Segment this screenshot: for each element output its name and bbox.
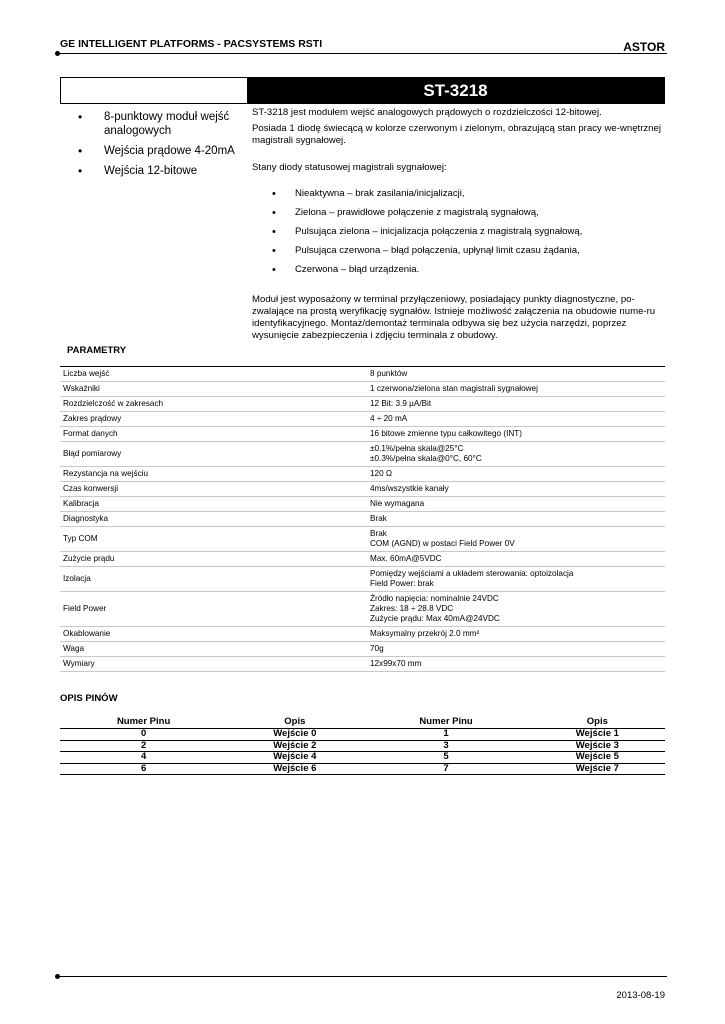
parameter-value-line: Maksymalny przekrój 2.0 mm² <box>370 629 480 638</box>
parameter-value-line: Max. 60mA@5VDC <box>370 554 442 563</box>
led-state-item: • Zielona – prawidłowe połączenie z magistralą sygnałową, <box>252 207 664 219</box>
feature-item: • Wejścia 12-bitowe <box>78 164 243 178</box>
description-paragraph: Posiada 1 diodę świecącą w kolorze czerwonym i zielonym, obrazującą stan pracy we-wnętrznej magistrali sygnałowej. <box>252 123 661 146</box>
pins-column-header: Numer Pinu <box>362 716 529 729</box>
parameter-value <box>367 442 665 467</box>
parameter-value-line: Field Power: brak <box>370 579 434 588</box>
pin-description: Wejście 1 <box>530 729 665 741</box>
parameter-value-line: Nie wymagana <box>370 499 425 508</box>
pin-description: Wejście 5 <box>530 752 665 764</box>
parameter-row <box>60 527 665 552</box>
pins-column-header: Opis <box>227 716 362 729</box>
parameter-value-line: COM (AGND) w postaci Field Power 0V <box>370 539 515 548</box>
parameter-name: Rezystancja na wejściu <box>60 467 367 482</box>
feature-list <box>78 110 243 184</box>
parameter-name: Błąd pomiarowy <box>60 442 367 467</box>
parameter-value <box>367 567 665 592</box>
parameter-row <box>60 552 665 567</box>
parameter-row <box>60 482 665 497</box>
parameter-value-line: ±0.1%/pełna skala@25°C <box>370 444 464 453</box>
description-paragraph: ST-3218 jest modułem wejść analogowych prądowych o rozdzielczości 12-bitowej. <box>252 107 602 118</box>
brand-name: ASTOR <box>623 40 665 54</box>
pin-number: 7 <box>362 763 529 775</box>
parameter-value-line: 12x99x70 mm <box>370 659 422 668</box>
parameter-value-line: Brak <box>370 529 387 538</box>
footer-rule <box>58 976 667 977</box>
pin-description: Wejście 7 <box>530 763 665 775</box>
parameter-name: Okablowanie <box>60 627 367 642</box>
parameter-name: Field Power <box>60 592 367 627</box>
pin-description: Wejście 0 <box>227 729 362 741</box>
pin-description: Wejście 4 <box>227 752 362 764</box>
pin-description: Wejście 6 <box>227 763 362 775</box>
pins-column-header: Opis <box>530 716 665 729</box>
parameter-value-line: 120 Ω <box>370 469 393 478</box>
parameter-value-line: Zużycie prądu: Max 40mA@24VDC <box>370 614 500 623</box>
parameter-value <box>367 497 665 512</box>
parameter-name: Wymiary <box>60 657 367 672</box>
parameter-value <box>367 527 665 552</box>
parameter-name: Diagnostyka <box>60 512 367 527</box>
parameter-value <box>367 412 665 427</box>
parameter-value-line: 1 czerwona/zielona stan magistrali sygnałowej <box>370 384 538 393</box>
led-state-item: • Pulsująca czerwona – błąd połączenia, upłynął limit czasu żądania, <box>252 245 664 257</box>
parameter-value-line: 4ms/wszystkie kanały <box>370 484 449 493</box>
pins-row <box>60 729 665 741</box>
parameter-name: Czas konwersji <box>60 482 367 497</box>
parameter-value <box>367 427 665 442</box>
pin-number: 1 <box>362 729 529 741</box>
parameter-value <box>367 552 665 567</box>
parameter-row <box>60 467 665 482</box>
parameter-row <box>60 567 665 592</box>
pin-number: 5 <box>362 752 529 764</box>
parameter-row <box>60 367 665 382</box>
description <box>252 107 664 342</box>
parameter-value-line: 16 bitowe zmienne typu całkowitego (INT) <box>370 429 522 438</box>
parameter-value <box>367 627 665 642</box>
parameter-row <box>60 512 665 527</box>
parameter-value <box>367 592 665 627</box>
parameter-value <box>367 482 665 497</box>
parameter-value-line: Brak <box>370 514 387 523</box>
parameter-value <box>367 642 665 657</box>
parameter-name: Wskaźniki <box>60 382 367 397</box>
parameter-row <box>60 427 665 442</box>
header-rule <box>58 53 667 54</box>
description-paragraph: Moduł jest wyposażony w terminal przyłączeniowy, posiadający punkty diagnostyczne, po-zwalające na prostą weryfikację sygnałów. Istnieje możliwość załączenia na obudowie nume-ru identyfikacyjnego. Montaż/demontaż terminala odbywa się bez użycia narzędzi, poprzez wysunięcie zabezpieczenia i zdjęciu terminala z obudowy. <box>252 294 656 341</box>
parameters-table <box>60 366 665 672</box>
parameter-name: Izolacja <box>60 567 367 592</box>
document-header-title: GE INTELLIGENT PLATFORMS - PACSYSTEMS RSTI <box>60 38 323 50</box>
parameter-value <box>367 382 665 397</box>
parameter-value-line: 70g <box>370 644 384 653</box>
pins-row <box>60 740 665 752</box>
parameter-value-line: 4 ÷ 20 mA <box>370 414 408 423</box>
parameter-row <box>60 412 665 427</box>
parameter-value <box>367 467 665 482</box>
parameter-row <box>60 642 665 657</box>
parameter-value-line: Źródło napięcia: nominalnie 24VDC <box>370 594 499 603</box>
parameter-name: Rozdzielczość w zakresach <box>60 397 367 412</box>
pin-description: Wejście 2 <box>227 740 362 752</box>
parameter-name: Kalibracja <box>60 497 367 512</box>
parameter-value <box>367 367 665 382</box>
parameter-name: Zakres prądowy <box>60 412 367 427</box>
led-states-list <box>252 188 664 276</box>
pins-table <box>60 716 665 775</box>
document-date: 2013-08-19 <box>616 990 665 1001</box>
led-states-intro: Stany diody statusowej magistrali sygnałowej: <box>252 162 447 173</box>
led-state-item: • Pulsująca zielona – inicjalizacja połączenia z magistralą sygnałową, <box>252 226 664 238</box>
parameter-name: Typ COM <box>60 527 367 552</box>
parameter-row <box>60 442 665 467</box>
pin-description: Wejście 3 <box>530 740 665 752</box>
parameter-name: Format danych <box>60 427 367 442</box>
pins-row <box>60 763 665 775</box>
feature-item: • 8-punktowy moduł wejść analogowych <box>78 110 243 138</box>
pins-heading: OPIS PINÓW <box>60 693 118 704</box>
parameter-row <box>60 627 665 642</box>
parameter-value-line: 8 punktów <box>370 369 408 378</box>
parameter-value-line: Pomiędzy wejściami a układem sterowania: optoizolacja <box>370 569 574 578</box>
parameter-row <box>60 382 665 397</box>
parameter-value <box>367 397 665 412</box>
parameter-row <box>60 497 665 512</box>
parameter-name: Liczba wejść <box>60 367 367 382</box>
model-name: ST-3218 <box>423 81 488 100</box>
pin-number: 3 <box>362 740 529 752</box>
parameter-row <box>60 657 665 672</box>
model-title-bar <box>60 77 665 104</box>
pin-number: 4 <box>60 752 227 764</box>
parameter-value <box>367 512 665 527</box>
led-state-item: • Czerwona – błąd urządzenia. <box>252 264 664 276</box>
parameter-name: Zużycie prądu <box>60 552 367 567</box>
parameter-value-line: ±0.3%/pełna skala@0°C, 60°C <box>370 454 482 463</box>
parameter-value-line: 12 Bit: 3.9 µA/Bit <box>370 399 432 408</box>
pin-number: 2 <box>60 740 227 752</box>
pin-number: 0 <box>60 729 227 741</box>
parameter-value-line: Zakres: 18 ÷ 28.8 VDC <box>370 604 454 613</box>
parameter-row <box>60 397 665 412</box>
parameter-row <box>60 592 665 627</box>
feature-item: • Wejścia prądowe 4-20mA <box>78 144 243 158</box>
parameter-name: Waga <box>60 642 367 657</box>
parameter-value <box>367 657 665 672</box>
pin-number: 6 <box>60 763 227 775</box>
pins-column-header: Numer Pinu <box>60 716 227 729</box>
pins-row <box>60 752 665 764</box>
parameters-heading: PARAMETRY <box>67 345 127 356</box>
led-state-item: • Nieaktywna – brak zasilania/inicjalizacji, <box>252 188 664 200</box>
